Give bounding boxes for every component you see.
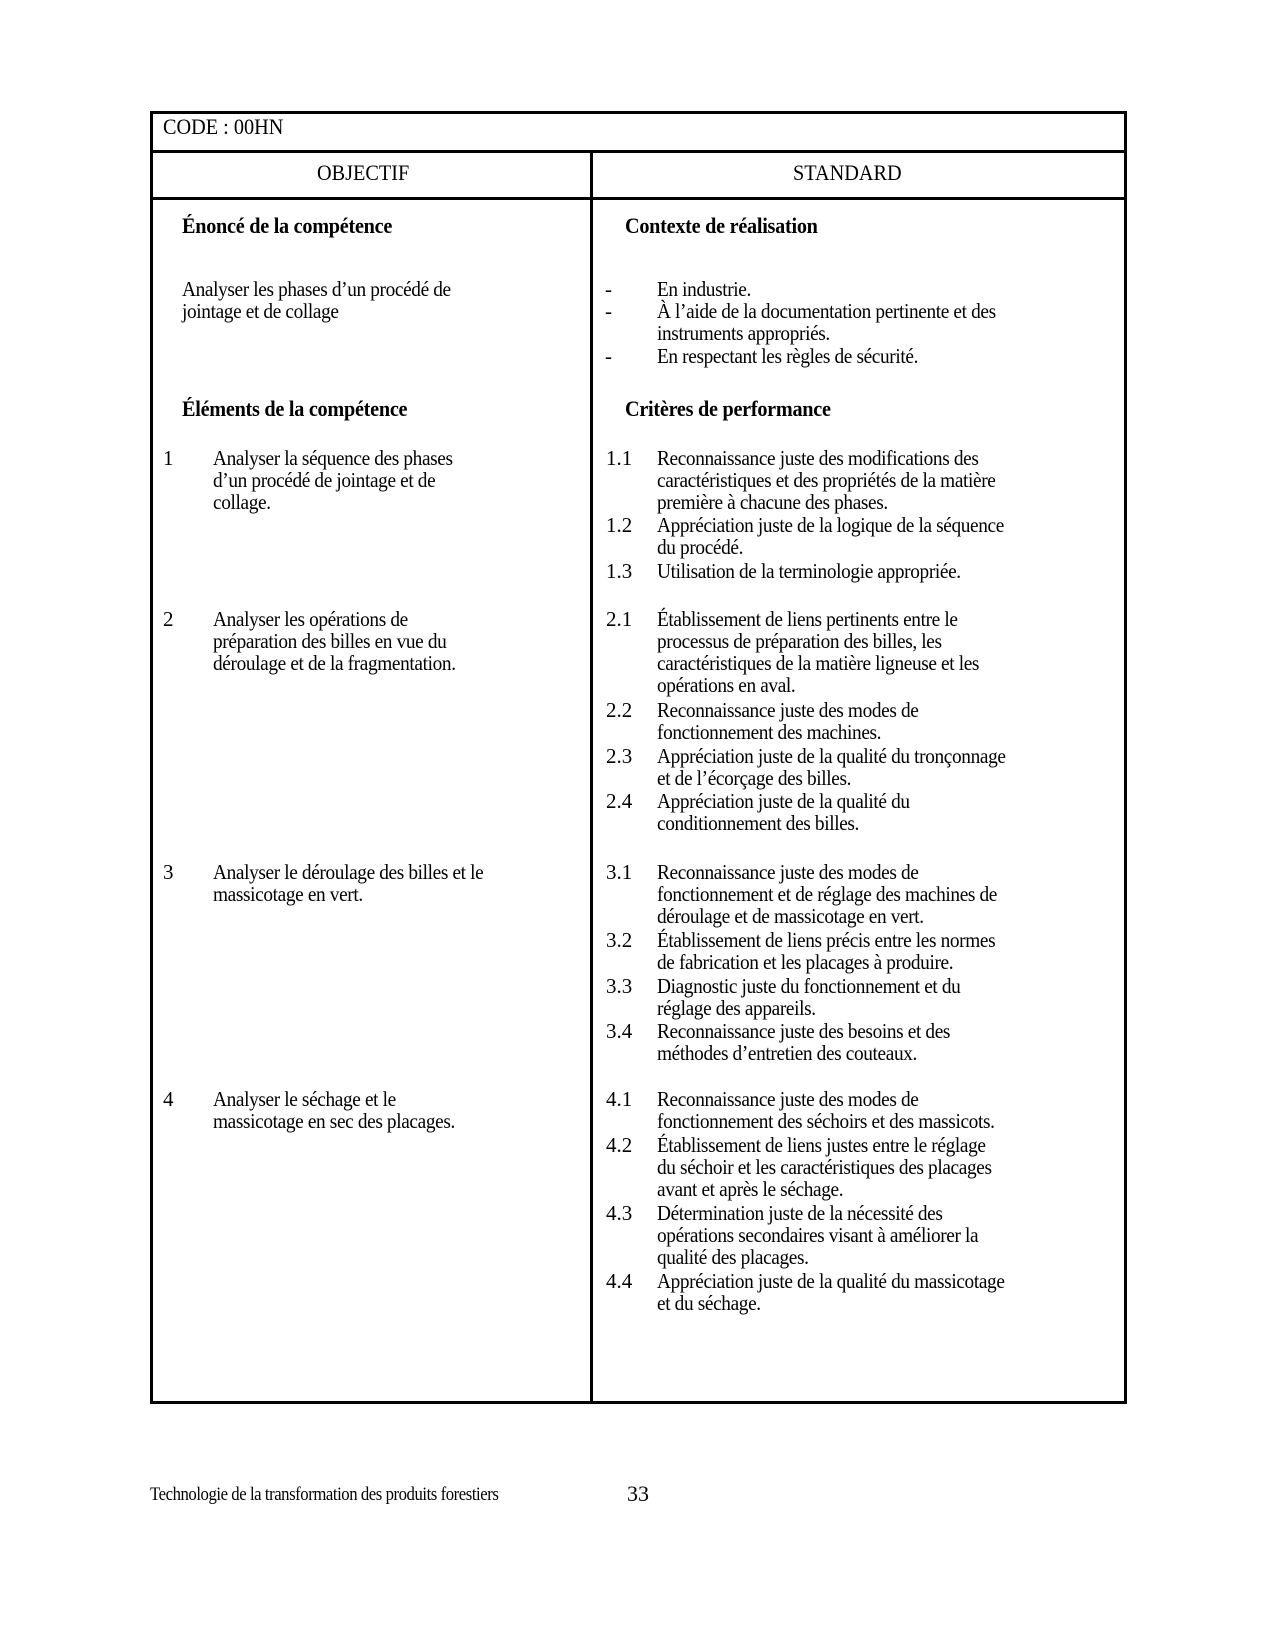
criterion-item: Reconnaissance juste des modes de fonctionnement des séchoirs et des massicots. xyxy=(657,1087,995,1133)
contexte-heading: Contexte de réalisation xyxy=(625,213,818,238)
criterion-number: 4.2 xyxy=(606,1133,633,1157)
criterion-number: 2.3 xyxy=(606,744,633,768)
element-number: 4 xyxy=(163,1087,174,1111)
bullet: - xyxy=(605,277,612,301)
element-item: Analyser les opérations de préparation des billes en vue du déroulage et de la fragmentation. xyxy=(213,607,456,675)
element-item: Analyser la séquence des phases d’un procédé de jointage et de collage. xyxy=(213,446,453,514)
criterion-item: Reconnaissance juste des modifications des caractéristiques et des propriétés de la matière première à chacune des phases. xyxy=(657,446,996,514)
criterion-number: 4.3 xyxy=(606,1201,633,1225)
enonce-text: Analyser les phases d’un procédé de jointage et de collage xyxy=(182,277,451,323)
criterion-number: 3.1 xyxy=(606,860,633,884)
criterion-item: Utilisation de la terminologie appropriée. xyxy=(657,559,961,583)
criterion-number: 2.4 xyxy=(606,789,633,813)
element-number: 1 xyxy=(163,446,174,470)
criteres-heading: Critères de performance xyxy=(625,396,831,421)
criterion-item: Établissement de liens pertinents entre le processus de préparation des billes, les caractéristiques de la matière ligneuse et les opérations en aval. xyxy=(657,607,980,697)
criterion-item: Reconnaissance juste des modes de fonctionnement et de réglage des machines de déroulage et de massicotage en vert. xyxy=(657,860,998,928)
criterion-item: Diagnostic juste du fonctionnement et du réglage des appareils. xyxy=(657,974,961,1020)
column-divider xyxy=(590,152,593,1401)
criterion-number: 3.3 xyxy=(606,974,633,998)
criterion-item: Appréciation juste de la logique de la séquence du procédé. xyxy=(657,513,1004,559)
bullet: - xyxy=(605,299,612,323)
criterion-item: Établissement de liens précis entre les normes de fabrication et les placages à produire. xyxy=(657,928,996,974)
elements-heading: Éléments de la compétence xyxy=(182,396,408,421)
criterion-item: Établissement de liens justes entre le réglage du séchoir et les caractéristiques des placages avant et après le séchage. xyxy=(657,1133,992,1201)
criterion-item: Détermination juste de la nécessité des opérations secondaires visant à améliorer la qualité des placages. xyxy=(657,1201,979,1269)
criterion-item: Reconnaissance juste des besoins et des méthodes d’entretien des couteaux. xyxy=(657,1019,951,1065)
criterion-number: 3.2 xyxy=(606,928,633,952)
criterion-item: Appréciation juste de la qualité du tronçonnage et de l’écorçage des billes. xyxy=(657,744,1006,790)
criterion-item: Appréciation juste de la qualité du massicotage et du séchage. xyxy=(657,1269,1005,1315)
criterion-number: 4.1 xyxy=(606,1087,633,1111)
criterion-number: 2.2 xyxy=(606,698,633,722)
header-divider-1 xyxy=(153,150,1124,153)
criterion-item: Appréciation juste de la qualité du conditionnement des billes. xyxy=(657,789,910,835)
element-item: Analyser le séchage et le massicotage en sec des placages. xyxy=(213,1087,455,1133)
element-number: 2 xyxy=(163,607,174,631)
header-divider-2 xyxy=(153,197,1124,200)
criterion-item: Reconnaissance juste des modes de fonctionnement des machines. xyxy=(657,698,919,744)
enonce-heading: Énoncé de la compétence xyxy=(182,213,393,238)
criterion-number: 2.1 xyxy=(606,607,633,631)
element-number: 3 xyxy=(163,860,174,884)
contexte-item: En industrie. xyxy=(657,277,751,301)
criterion-number: 1.2 xyxy=(606,513,633,537)
contexte-item: En respectant les règles de sécurité. xyxy=(657,344,919,368)
contexte-item: À l’aide de la documentation pertinente et des instruments appropriés. xyxy=(657,299,996,345)
criterion-number: 1.1 xyxy=(606,446,633,470)
bullet: - xyxy=(605,344,612,368)
column-header-standard: STANDARD xyxy=(793,160,902,185)
footer-title: Technologie de la transformation des produits forestiers xyxy=(150,1484,499,1505)
column-header-objectif: OBJECTIF xyxy=(317,160,410,185)
criterion-number: 4.4 xyxy=(606,1269,633,1293)
criterion-number: 3.4 xyxy=(606,1019,633,1043)
criterion-number: 1.3 xyxy=(606,559,633,583)
element-item: Analyser le déroulage des billes et le massicotage en vert. xyxy=(213,860,484,906)
page-number: 33 xyxy=(627,1481,649,1506)
code-label: CODE : 00HN xyxy=(163,114,284,139)
